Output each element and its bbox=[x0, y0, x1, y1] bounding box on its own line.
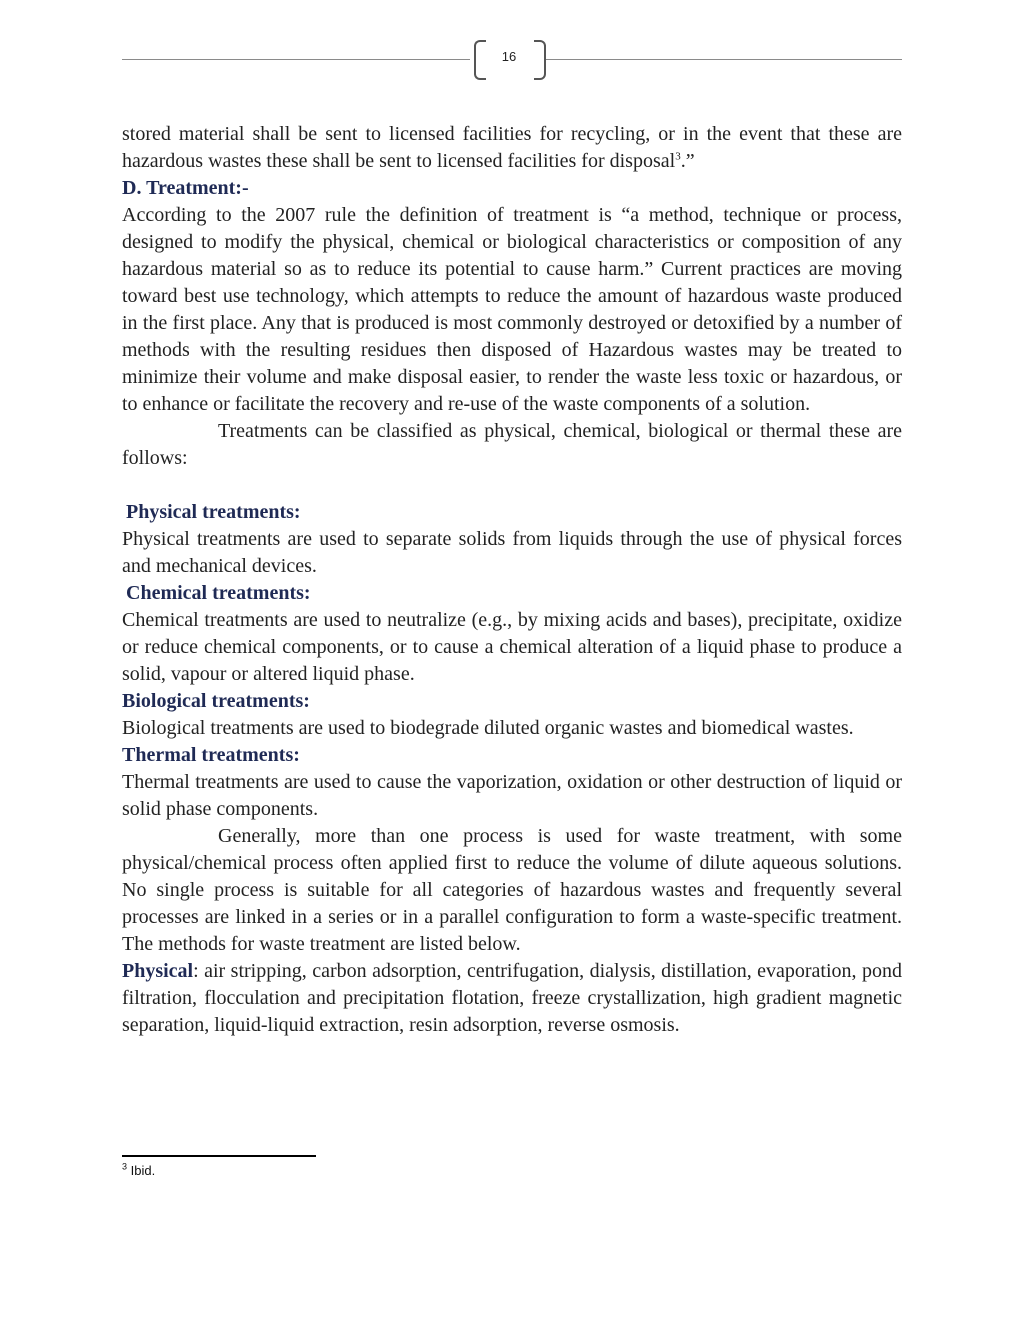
paragraph-generally: Generally, more than one process is used for waste treatment, with some physical/chemical process often applied first to reduce the volume of dilute aqueous solutions. No single process is suitable for all categories of hazardous wastes and frequently several processes are linked in a series or in a parallel configuration to form a waste-specific treatment. The methods for waste treatment are listed below. bbox=[122, 825, 902, 955]
page-number: 16 bbox=[501, 49, 517, 64]
physical-methods-label: Physical bbox=[122, 960, 194, 982]
page-header bbox=[122, 40, 902, 78]
paragraph-chemical-treatments: Chemical treatments are used to neutralize (e.g., by mixing acids and bases), precipitate, oxidize or reduce chemical components, or to cause a chemical alteration of a liquid phase to produce a solid, vapour or altered liquid phase. bbox=[122, 609, 902, 685]
heading-biological-treatments: Biological treatments: bbox=[122, 690, 310, 712]
blank-line bbox=[122, 472, 902, 499]
footnote-number: 3 bbox=[122, 1161, 128, 1172]
heading-chemical-treatments: Chemical treatments: bbox=[126, 582, 311, 604]
heading-treatment: D. Treatment:- bbox=[122, 177, 249, 199]
footnote-reference[interactable]: 3 bbox=[675, 150, 681, 163]
paragraph-stored-material bbox=[122, 121, 902, 175]
paragraph-text-end: .” bbox=[680, 150, 695, 172]
footnote-text: Ibid. bbox=[130, 1163, 156, 1178]
paragraph-biological-treatments: Biological treatments are used to biodegrade diluted organic wastes and biomedical wastes. bbox=[122, 717, 854, 739]
paragraph-thermal-treatments: Thermal treatments are used to cause the vaporization, oxidation or other destruction of liquid or solid phase components. bbox=[122, 771, 902, 820]
heading-physical-treatments: Physical treatments: bbox=[126, 501, 301, 523]
footnote-separator bbox=[122, 1155, 316, 1157]
paragraph-physical-methods bbox=[122, 958, 902, 1039]
paragraph-physical-treatments: Physical treatments are used to separate solids from liquids through the use of physical forces and mechanical devices. bbox=[122, 528, 902, 577]
page-body bbox=[122, 121, 902, 1039]
heading-thermal-treatments: Thermal treatments: bbox=[122, 744, 300, 766]
physical-methods-text: : air stripping, carbon adsorption, centrifugation, dialysis, distillation, evaporation, pond filtration, flocculation and precipitation flotation, freeze crystallization, high gradient magnetic separation, liquid-liquid extraction, resin adsorption, reverse osmosis. bbox=[122, 960, 902, 1036]
footnote bbox=[122, 1163, 155, 1178]
header-rule-left bbox=[122, 59, 470, 60]
paragraph-text: stored material shall be sent to licensed facilities for recycling, or in the event that these are hazardous wastes these shall be sent to licensed facilities for disposal bbox=[122, 123, 902, 172]
page-number-bracket-close bbox=[534, 40, 546, 80]
paragraph-definition: According to the 2007 rule the definition of treatment is “a method, technique or process, designed to modify the physical, chemical or biological characteristics or composition of any hazardous material so as to reduce its potential to cause harm.” Current practices are moving toward best use technology, which attempts to reduce the amount of hazardous waste produced in the first place. Any that is produced is most commonly destroyed or detoxified by a number of methods with the resulting residues then disposed of Hazardous wastes may be treated to minimize their volume and make disposal easier, to render the waste less toxic or hazardous, or to enhance or facilitate the recovery and re-use of the waste components of a solution. bbox=[122, 204, 902, 415]
header-rule-right bbox=[546, 59, 902, 60]
paragraph-classification: Treatments can be classified as physical, chemical, biological or thermal these are follows: bbox=[122, 420, 902, 469]
